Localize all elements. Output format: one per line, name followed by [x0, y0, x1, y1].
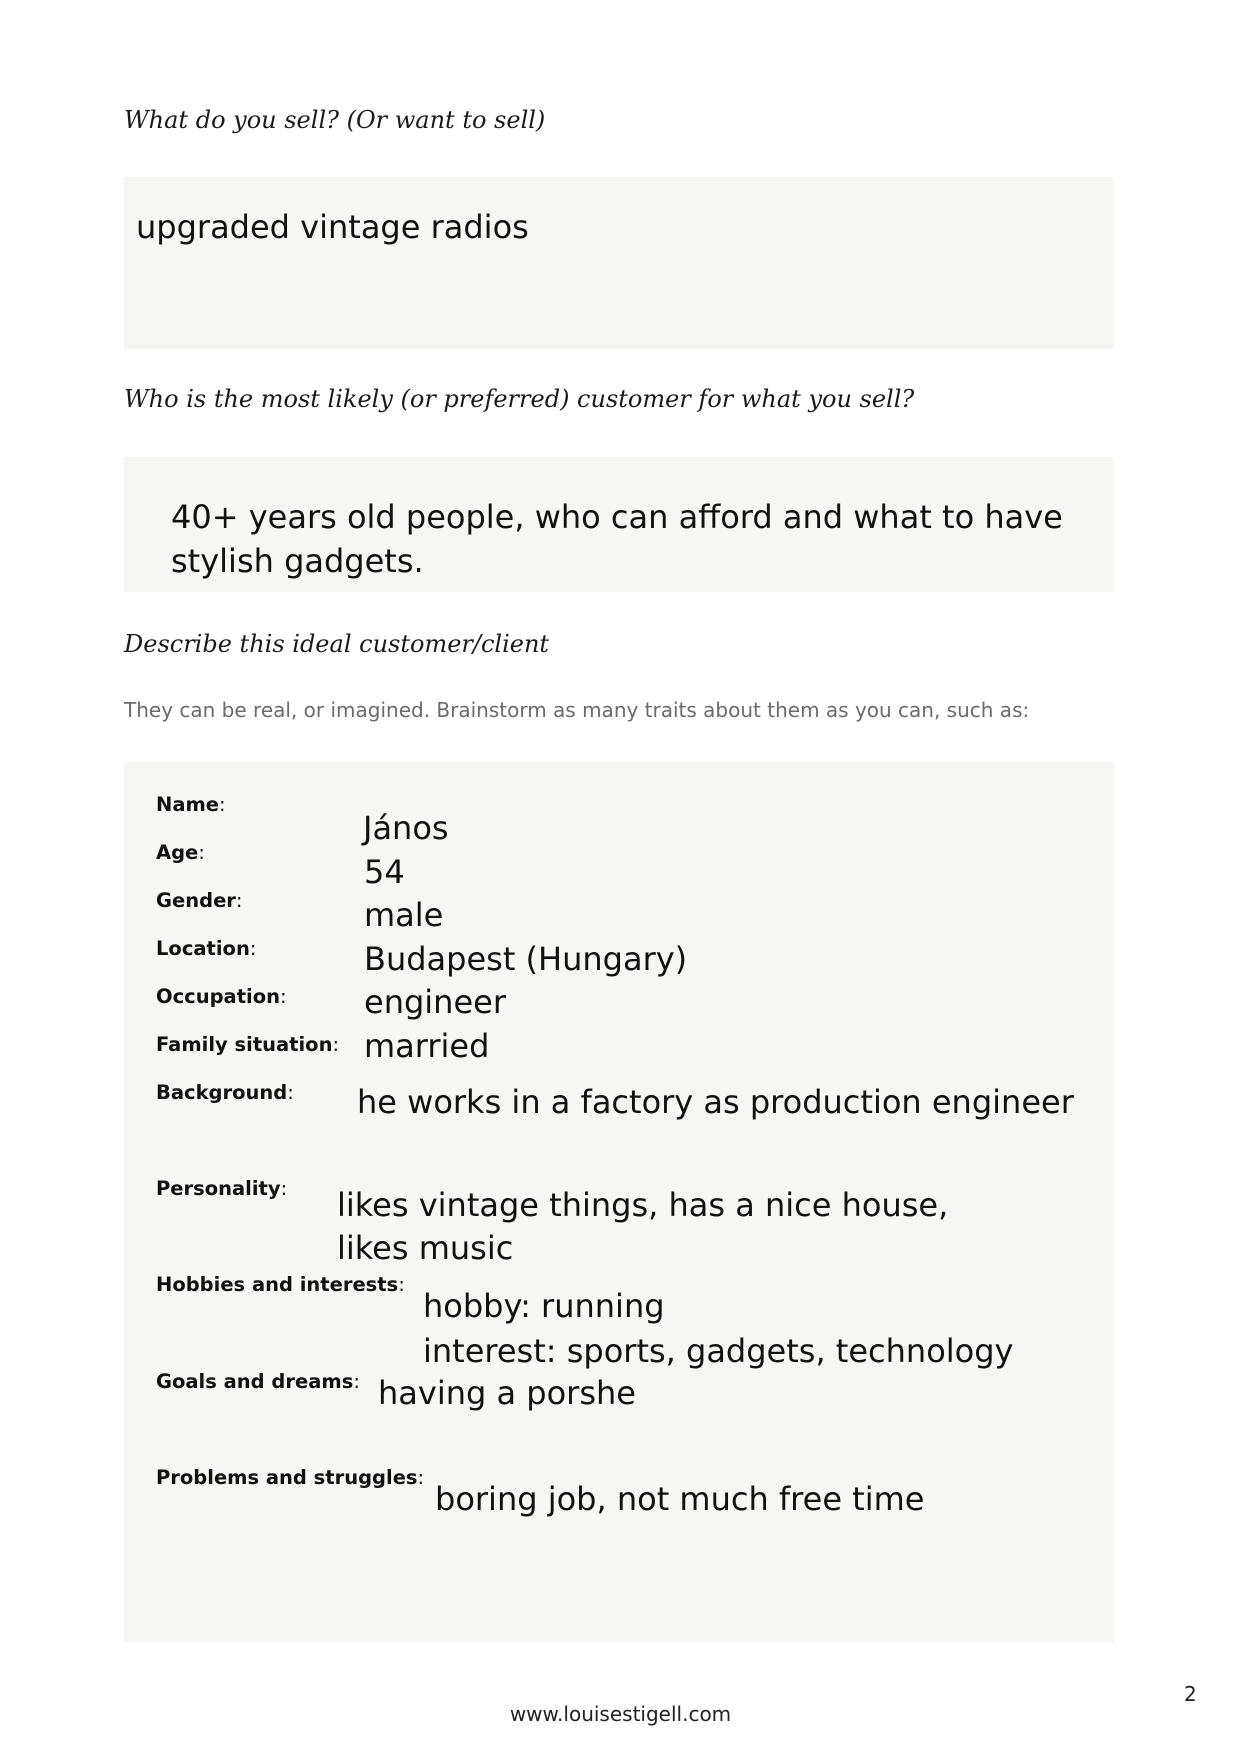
value-location: Budapest (Hungary) — [364, 940, 688, 978]
hint-text: They can be real, or imagined. Brainstorm as many traits about them as you can, such as: — [124, 698, 1030, 722]
label-occupation: Occupation: — [156, 985, 287, 1008]
value-goals: having a porshe — [378, 1374, 636, 1412]
answer-sell: upgraded vintage radios — [136, 208, 529, 246]
value-personality-line-1: likes vintage things, has a nice house, — [337, 1186, 949, 1224]
value-background: he works in a factory as production engineer — [357, 1083, 1074, 1121]
question-what-do-you-sell: What do you sell? (Or want to sell) — [124, 106, 546, 134]
value-family-situation: married — [364, 1027, 490, 1065]
value-hobbies-line-2: interest: sports, gadgets, technology — [423, 1332, 1014, 1370]
answer-customer-line-1: 40+ years old people, who can afford and what to have — [171, 498, 1063, 536]
value-personality-line-2: likes music — [337, 1229, 514, 1267]
value-name: János — [363, 809, 449, 847]
label-age: Age: — [156, 841, 205, 864]
label-hobbies-interests: Hobbies and interests: — [156, 1273, 405, 1296]
label-problems-struggles: Problems and struggles: — [156, 1466, 425, 1489]
label-background: Background: — [156, 1081, 294, 1104]
question-likely-customer: Who is the most likely (or preferred) customer for what you sell? — [124, 385, 915, 413]
value-age: 54 — [364, 853, 405, 891]
answer-box-sell[interactable] — [124, 177, 1114, 349]
question-describe-customer: Describe this ideal customer/client — [124, 630, 550, 658]
answer-box-customer[interactable] — [124, 457, 1114, 592]
page-number: 2 — [1184, 1682, 1197, 1706]
footer-website: www.louisestigell.com — [509, 1702, 732, 1726]
label-personality: Personality: — [156, 1177, 288, 1200]
value-gender: male — [364, 896, 444, 934]
label-name: Name: — [156, 793, 226, 816]
label-family-situation: Family situation: — [156, 1033, 340, 1056]
label-location: Location: — [156, 937, 257, 960]
label-gender: Gender: — [156, 889, 243, 912]
answer-customer-line-2: stylish gadgets. — [171, 542, 424, 580]
value-problems: boring job, not much free time — [435, 1480, 925, 1518]
value-hobbies-line-1: hobby: running — [423, 1287, 665, 1325]
value-occupation: engineer — [364, 983, 506, 1021]
label-goals-dreams: Goals and dreams: — [156, 1370, 360, 1393]
